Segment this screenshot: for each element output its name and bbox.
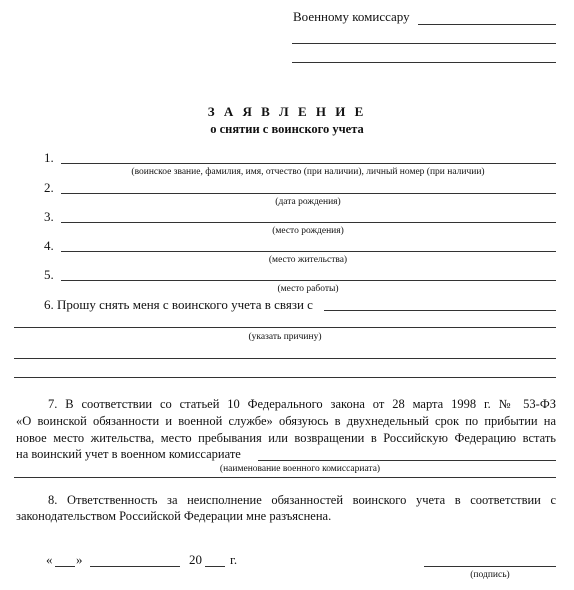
item-2-caption: (дата рождения) bbox=[275, 197, 341, 207]
item-6-line-3[interactable] bbox=[14, 358, 556, 359]
item-2-number: 2. bbox=[44, 180, 54, 195]
signature-line[interactable] bbox=[424, 566, 556, 567]
document-subtitle: о снятии с воинского учета bbox=[210, 122, 364, 136]
addressee-line-2[interactable] bbox=[292, 43, 556, 44]
item-5-number: 5. bbox=[44, 267, 54, 282]
item-5-caption: (место работы) bbox=[277, 284, 339, 294]
item-4-caption: (место жительства) bbox=[268, 255, 348, 265]
date-month-line[interactable] bbox=[90, 566, 180, 567]
date-year-line[interactable] bbox=[205, 566, 225, 567]
addressee-label: Военному комиссару bbox=[293, 9, 410, 24]
item-6-text: 6. Прошу снять меня с воинского учета в связи с bbox=[44, 297, 313, 312]
item-6-line-2[interactable] bbox=[14, 327, 556, 328]
item-7-commissariat-line[interactable] bbox=[258, 460, 556, 461]
item-7-line-4: на воинский учет в военном комиссариате bbox=[16, 447, 241, 461]
item-7-line-2: «О воинской обязанности и военной службе» обязуюсь в двухнедельный срок по прибытии на bbox=[16, 414, 556, 428]
item-7-line-1: 7. В соответствии со статьей 10 Федерального закона от 28 марта 1998 г. № 53-ФЗ bbox=[48, 397, 556, 411]
document-title: З А Я В Л Е Н И Е bbox=[207, 104, 367, 119]
item-1-number: 1. bbox=[44, 150, 54, 165]
date-day-line[interactable] bbox=[55, 566, 75, 567]
item-7-line-3: новое место жительства, место пребывания или возвращении в Российскую Федерацию встать bbox=[16, 431, 556, 445]
item-4-number: 4. bbox=[44, 238, 54, 253]
item-4-line[interactable] bbox=[61, 251, 556, 252]
date-close-quote: » bbox=[76, 552, 83, 567]
item-5-line[interactable] bbox=[61, 280, 556, 281]
addressee-line-1[interactable] bbox=[418, 24, 556, 25]
date-year-prefix: 20 bbox=[189, 552, 202, 567]
item-8-line-2: законодательством Российской Федерации мне разъяснена. bbox=[16, 509, 332, 523]
item-3-caption: (место рождения) bbox=[272, 226, 344, 236]
item-6-line-4[interactable] bbox=[14, 377, 556, 378]
addressee-line-3[interactable] bbox=[292, 62, 556, 63]
item-7-caption: (наименование военного комиссариата) bbox=[219, 464, 381, 474]
item-6-caption: (указать причину) bbox=[248, 332, 322, 342]
date-year-suffix: г. bbox=[230, 552, 238, 567]
item-7-line-5[interactable] bbox=[14, 477, 556, 478]
item-1-line[interactable] bbox=[61, 163, 556, 164]
item-8-line-1: 8. Ответственность за неисполнение обязанностей воинского учета в соответствии с bbox=[48, 493, 556, 507]
item-1-caption: (воинское звание, фамилия, имя, отчество (при наличии), личный номер (при наличии) bbox=[131, 167, 485, 177]
item-6-reason-line[interactable] bbox=[324, 310, 556, 311]
date-open-quote: « bbox=[46, 552, 53, 567]
item-3-line[interactable] bbox=[61, 222, 556, 223]
item-3-number: 3. bbox=[44, 209, 54, 224]
item-2-line[interactable] bbox=[61, 193, 556, 194]
signature-caption: (подпись) bbox=[470, 570, 510, 580]
